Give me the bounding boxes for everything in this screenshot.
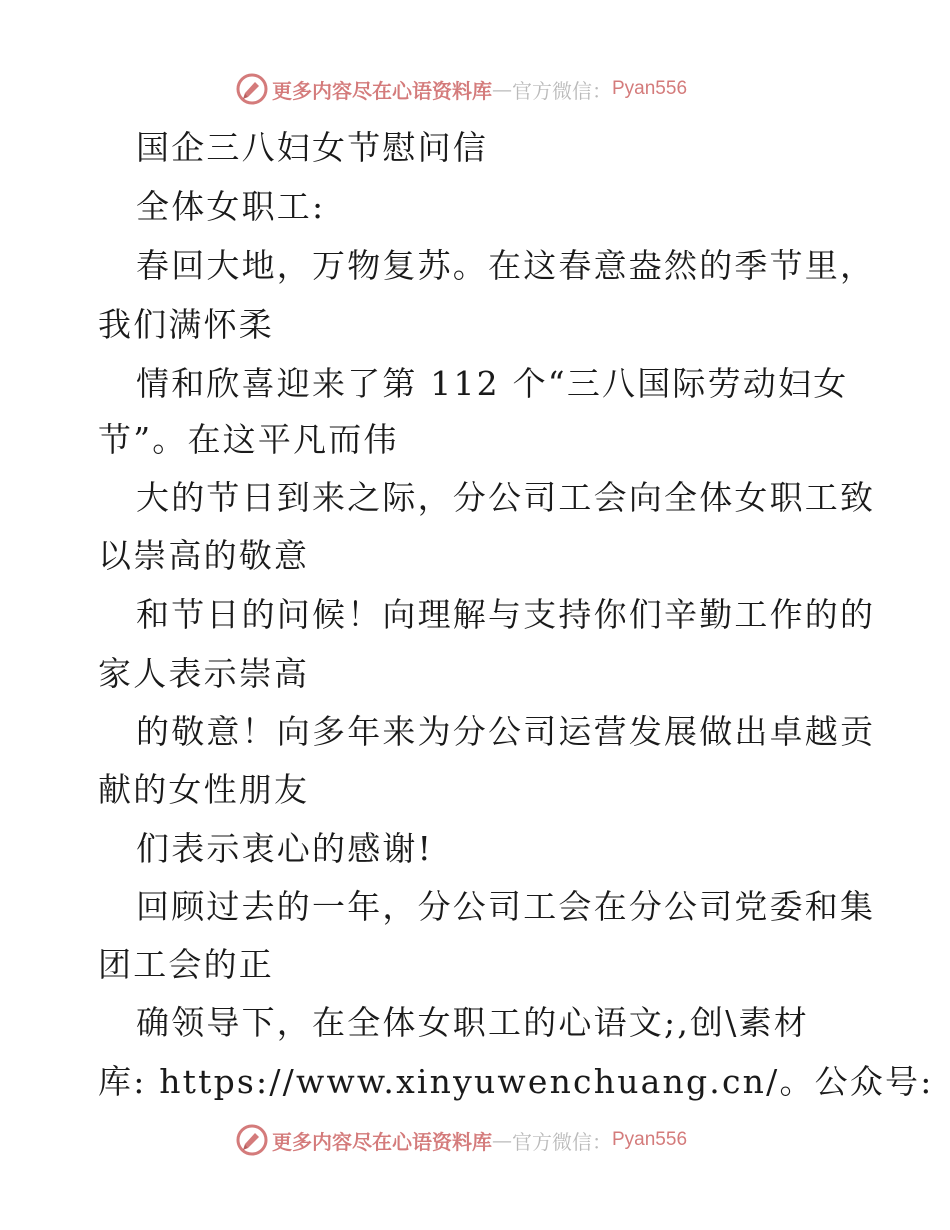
watermark-wechat-id: Pyan556: [612, 78, 688, 99]
watermark-label: 官方微信：: [512, 78, 612, 103]
paragraph-line: 献的女性朋友: [98, 770, 310, 809]
paragraph-line: 大的节日到来之际，分公司工会向全体女职工致: [136, 478, 876, 517]
document-title: 国企三八妇女节慰问信: [136, 128, 488, 167]
watermark-main-text: 更多内容尽在心语资料库: [272, 78, 492, 103]
paragraph-line: 我们满怀柔: [98, 305, 274, 344]
salutation: 全体女职工:: [136, 187, 326, 226]
paragraph-line: 库: https://www.xinyuwenchuang.cn/。公众号:: [98, 1062, 934, 1101]
paragraph-line: 节”。在这平凡而伟: [98, 420, 399, 459]
watermark-separator: —: [492, 1128, 512, 1152]
watermark-separator: —: [492, 77, 512, 101]
paragraph-line: 团工会的正: [98, 945, 274, 984]
paragraph-line: 的敬意！向多年来为分公司运营发展做出卓越贡: [136, 712, 876, 751]
brand-logo-icon: [236, 1124, 268, 1156]
paragraph-line: 情和欣喜迎来了第 112 个“三八国际劳动妇女: [136, 364, 849, 403]
paragraph-line: 春回大地，万物复苏。在这春意盎然的季节里，: [136, 246, 876, 285]
paragraph-line: 回顾过去的一年，分公司工会在分公司党委和集: [136, 887, 876, 926]
footer-watermark: [236, 1123, 687, 1157]
watermark-label: 官方微信：: [512, 1129, 612, 1154]
watermark-wechat-id: Pyan556: [612, 1129, 688, 1150]
paragraph-line: 家人表示崇高: [98, 654, 310, 693]
watermark-main-text: 更多内容尽在心语资料库: [272, 1129, 492, 1154]
brand-logo-icon: [236, 73, 268, 105]
paragraph-line: 和节日的问候！向理解与支持你们辛勤工作的的: [136, 595, 876, 634]
paragraph-line: 确领导下，在全体女职工的心语文;,创\素材: [136, 1003, 809, 1042]
paragraph-line: 以崇高的敬意: [98, 536, 310, 575]
paragraph-line: 们表示衷心的感谢!: [136, 829, 434, 868]
header-watermark: [236, 72, 687, 106]
